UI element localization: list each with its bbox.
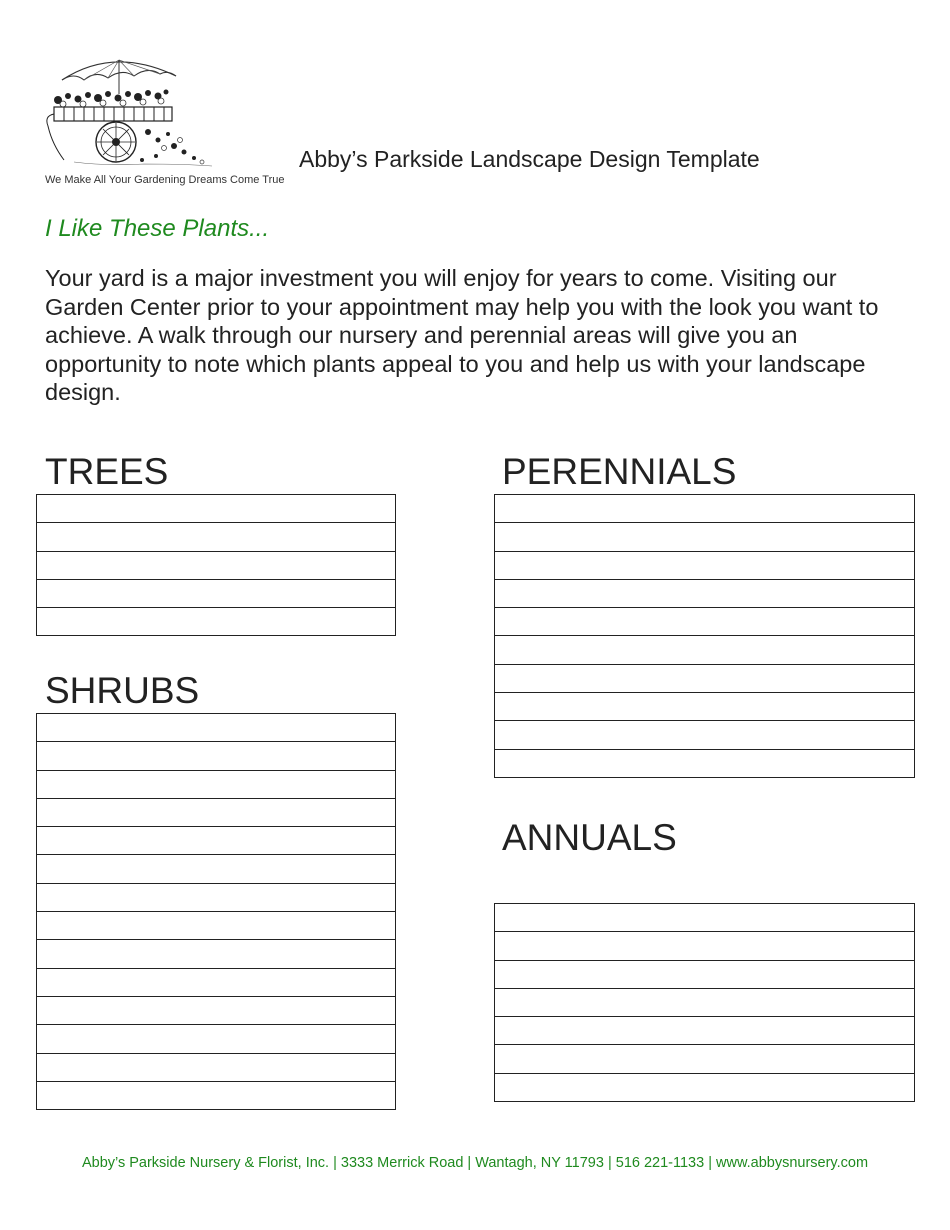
shrubs-lines	[36, 713, 396, 1110]
nursery-logo	[44, 52, 214, 170]
trees-write-line[interactable]	[37, 495, 395, 523]
perennials-write-line[interactable]	[495, 495, 914, 523]
perennials-write-line[interactable]	[495, 721, 914, 749]
trees-write-line[interactable]	[37, 552, 395, 580]
shrubs-write-line[interactable]	[37, 855, 395, 883]
shrubs-write-line[interactable]	[37, 771, 395, 799]
shrubs-write-line[interactable]	[37, 997, 395, 1025]
tagline: We Make All Your Gardening Dreams Come True	[45, 174, 285, 186]
shrubs-write-line[interactable]	[37, 799, 395, 827]
annuals-write-line[interactable]	[495, 904, 914, 932]
perennials-write-line[interactable]	[495, 552, 914, 580]
annuals-write-line[interactable]	[495, 932, 914, 960]
perennials-write-line[interactable]	[495, 693, 914, 721]
section-title-annuals: ANNUALS	[502, 817, 677, 858]
subtitle: I Like These Plants...	[45, 215, 270, 242]
section-title-perennials: PERENNIALS	[502, 451, 737, 492]
annuals-write-line[interactable]	[495, 961, 914, 989]
shrubs-write-line[interactable]	[37, 714, 395, 742]
annuals-write-line[interactable]	[495, 989, 914, 1017]
section-title-trees: TREES	[45, 451, 169, 492]
shrubs-write-line[interactable]	[37, 742, 395, 770]
perennials-write-line[interactable]	[495, 608, 914, 636]
trees-write-line[interactable]	[37, 580, 395, 608]
perennials-write-line[interactable]	[495, 665, 914, 693]
document-title: Abby’s Parkside Landscape Design Template	[299, 146, 760, 172]
shrubs-write-line[interactable]	[37, 940, 395, 968]
perennials-lines	[494, 494, 915, 778]
shrubs-write-line[interactable]	[37, 884, 395, 912]
shrubs-write-line[interactable]	[37, 969, 395, 997]
perennials-write-line[interactable]	[495, 636, 914, 664]
annuals-write-line[interactable]	[495, 1074, 914, 1102]
perennials-write-line[interactable]	[495, 750, 914, 778]
annuals-lines	[494, 903, 915, 1102]
perennials-write-line[interactable]	[495, 580, 914, 608]
trees-write-line[interactable]	[37, 523, 395, 551]
perennials-write-line[interactable]	[495, 523, 914, 551]
shrubs-write-line[interactable]	[37, 912, 395, 940]
shrubs-write-line[interactable]	[37, 827, 395, 855]
section-title-shrubs: SHRUBS	[45, 670, 200, 711]
shrubs-write-line[interactable]	[37, 1025, 395, 1053]
annuals-write-line[interactable]	[495, 1017, 914, 1045]
shrubs-write-line[interactable]	[37, 1054, 395, 1082]
intro-paragraph: Your yard is a major investment you will enjoy for years to come. Visiting our Garden Center prior to your appointment may help you with the look you want to achieve. A walk through our nursery and perennial areas will give you an opportunity to note which plants appeal to you and help us with your landscape design.	[45, 265, 879, 405]
shrubs-write-line[interactable]	[37, 1082, 395, 1110]
annuals-write-line[interactable]	[495, 1045, 914, 1073]
trees-lines	[36, 494, 396, 636]
footer-contact: Abby’s Parkside Nursery & Florist, Inc. | 3333 Merrick Road | Wantagh, NY 11793 | 516 221-1133 | www.abbysnursery.com	[81, 1155, 869, 1171]
trees-write-line[interactable]	[37, 608, 395, 636]
